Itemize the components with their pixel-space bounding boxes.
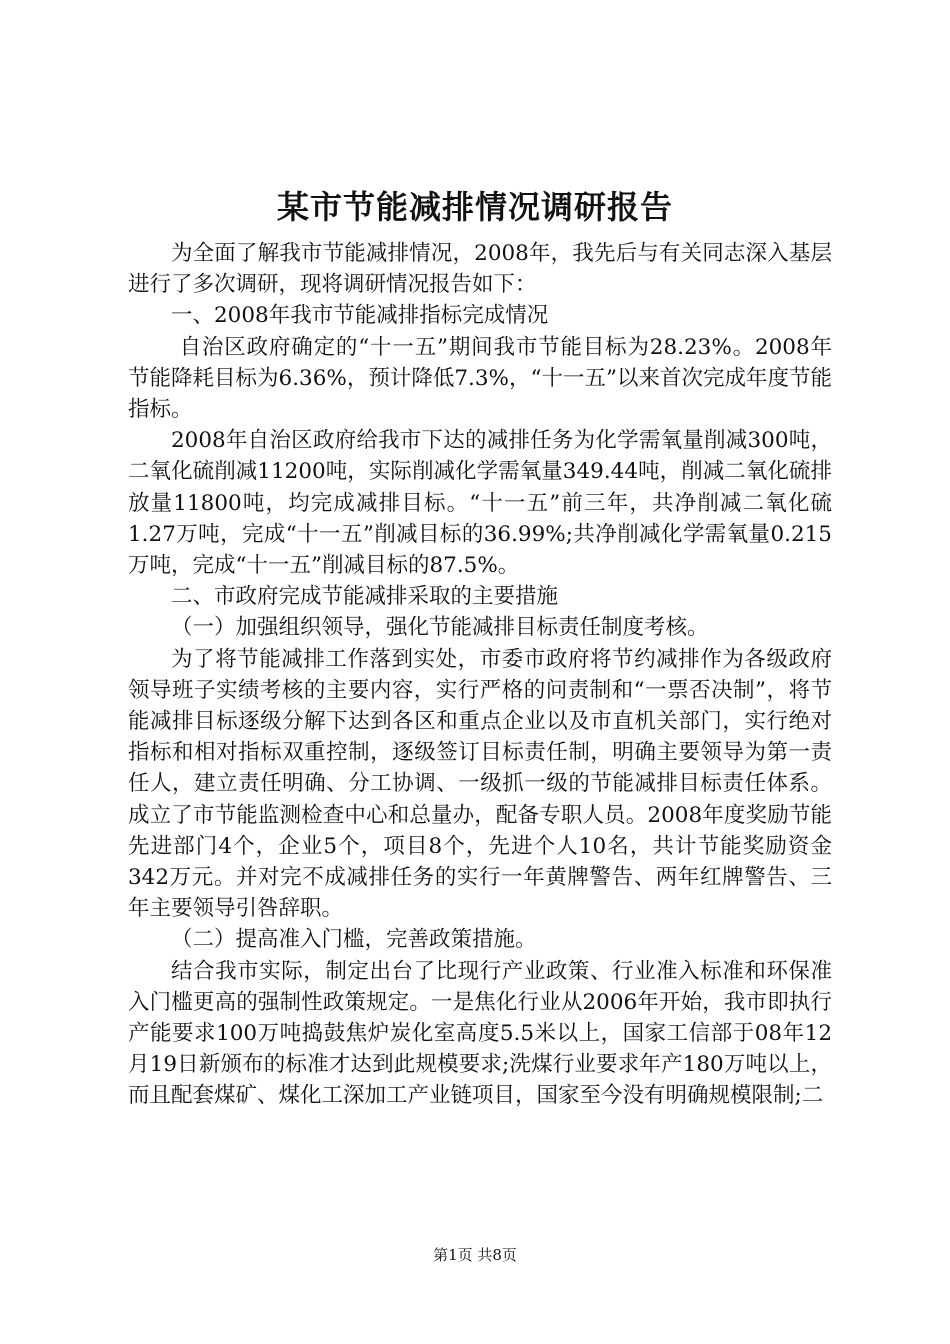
page-number-footer: 第1页 共8页	[433, 1246, 517, 1264]
intro-paragraph: 为全面了解我市节能减排情况，2008年，我先后与有关同志深入基层进行了多次调研，现将调研情况报告如下：	[128, 241, 832, 298]
section-heading-1: 一、2008年我市节能减排指标完成情况	[171, 303, 549, 329]
emission-reduction-paragraph: 2008年自治区政府给我市下达的减排任务为化学需氧量削减300吨，二氧化硫削减11200吨，实际削减化学需氧量349.44吨，削减二氧化硫排放量11800吨，均完成减排目标。“十一五”前三年，共净削减二氧化硫1.27万吨，完成“十一五”削减目标的36.99%;共净削减化学需氧量0.215万吨，完成“十一五”削减目标的87.5%。	[128, 428, 832, 579]
organization-paragraph: 为了将节能减排工作落到实处，市委市政府将节约减排作为各级政府领导班子实绩考核的主要内容，实行严格的问责制和“一票否决制”，将节能减排目标逐级分解下达到各区和重点企业以及市直机关部门，实行绝对指标和相对指标双重控制，逐级签订目标责任制，明确主要领导为第一责任人，建立责任明确、分工协调、一级抓一级的节能减排目标责任体系。成立了市节能监测检查中心和总量办，配备专职人员。2008年度奖励节能先进部门4个，企业5个，项目8个，先进个人10名，共计节能奖励资金342万元。并对完不成减排任务的实行一年黄牌警告、两年红牌警告、三年主要领导引咎辞职。	[128, 646, 832, 922]
document-title: 某市节能减排情况调研报告	[276, 188, 673, 226]
document-body	[128, 238, 832, 1112]
subheading-1: （一）加强组织领导，强化节能减排目标责任制度考核。	[171, 615, 709, 641]
policy-paragraph: 结合我市实际，制定出台了比现行产业政策、行业准入标准和环保准入门槛更高的强制性政策规定。一是焦化行业从2006年开始，我市即执行产能要求100万吨捣鼓焦炉炭化室高度5.5米以上，国家工信部于08年12月19日新颁布的标准才达到此规模要求;洗煤行业要求年产180万吨以上，而且配套煤矿、煤化工深加工产业链项目，国家至今没有明确规模限制;二	[128, 958, 832, 1109]
subheading-2: （二）提高准入门槛，完善政策措施。	[171, 927, 537, 953]
section-heading-2: 二、市政府完成节能减排采取的主要措施	[171, 584, 559, 610]
energy-target-paragraph: 自治区政府确定的“十一五”期间我市节能目标为28.23%。2008年节能降耗目标为6.36%，预计降低7.3%，“十一五”以来首次完成年度节能指标。	[128, 334, 832, 423]
